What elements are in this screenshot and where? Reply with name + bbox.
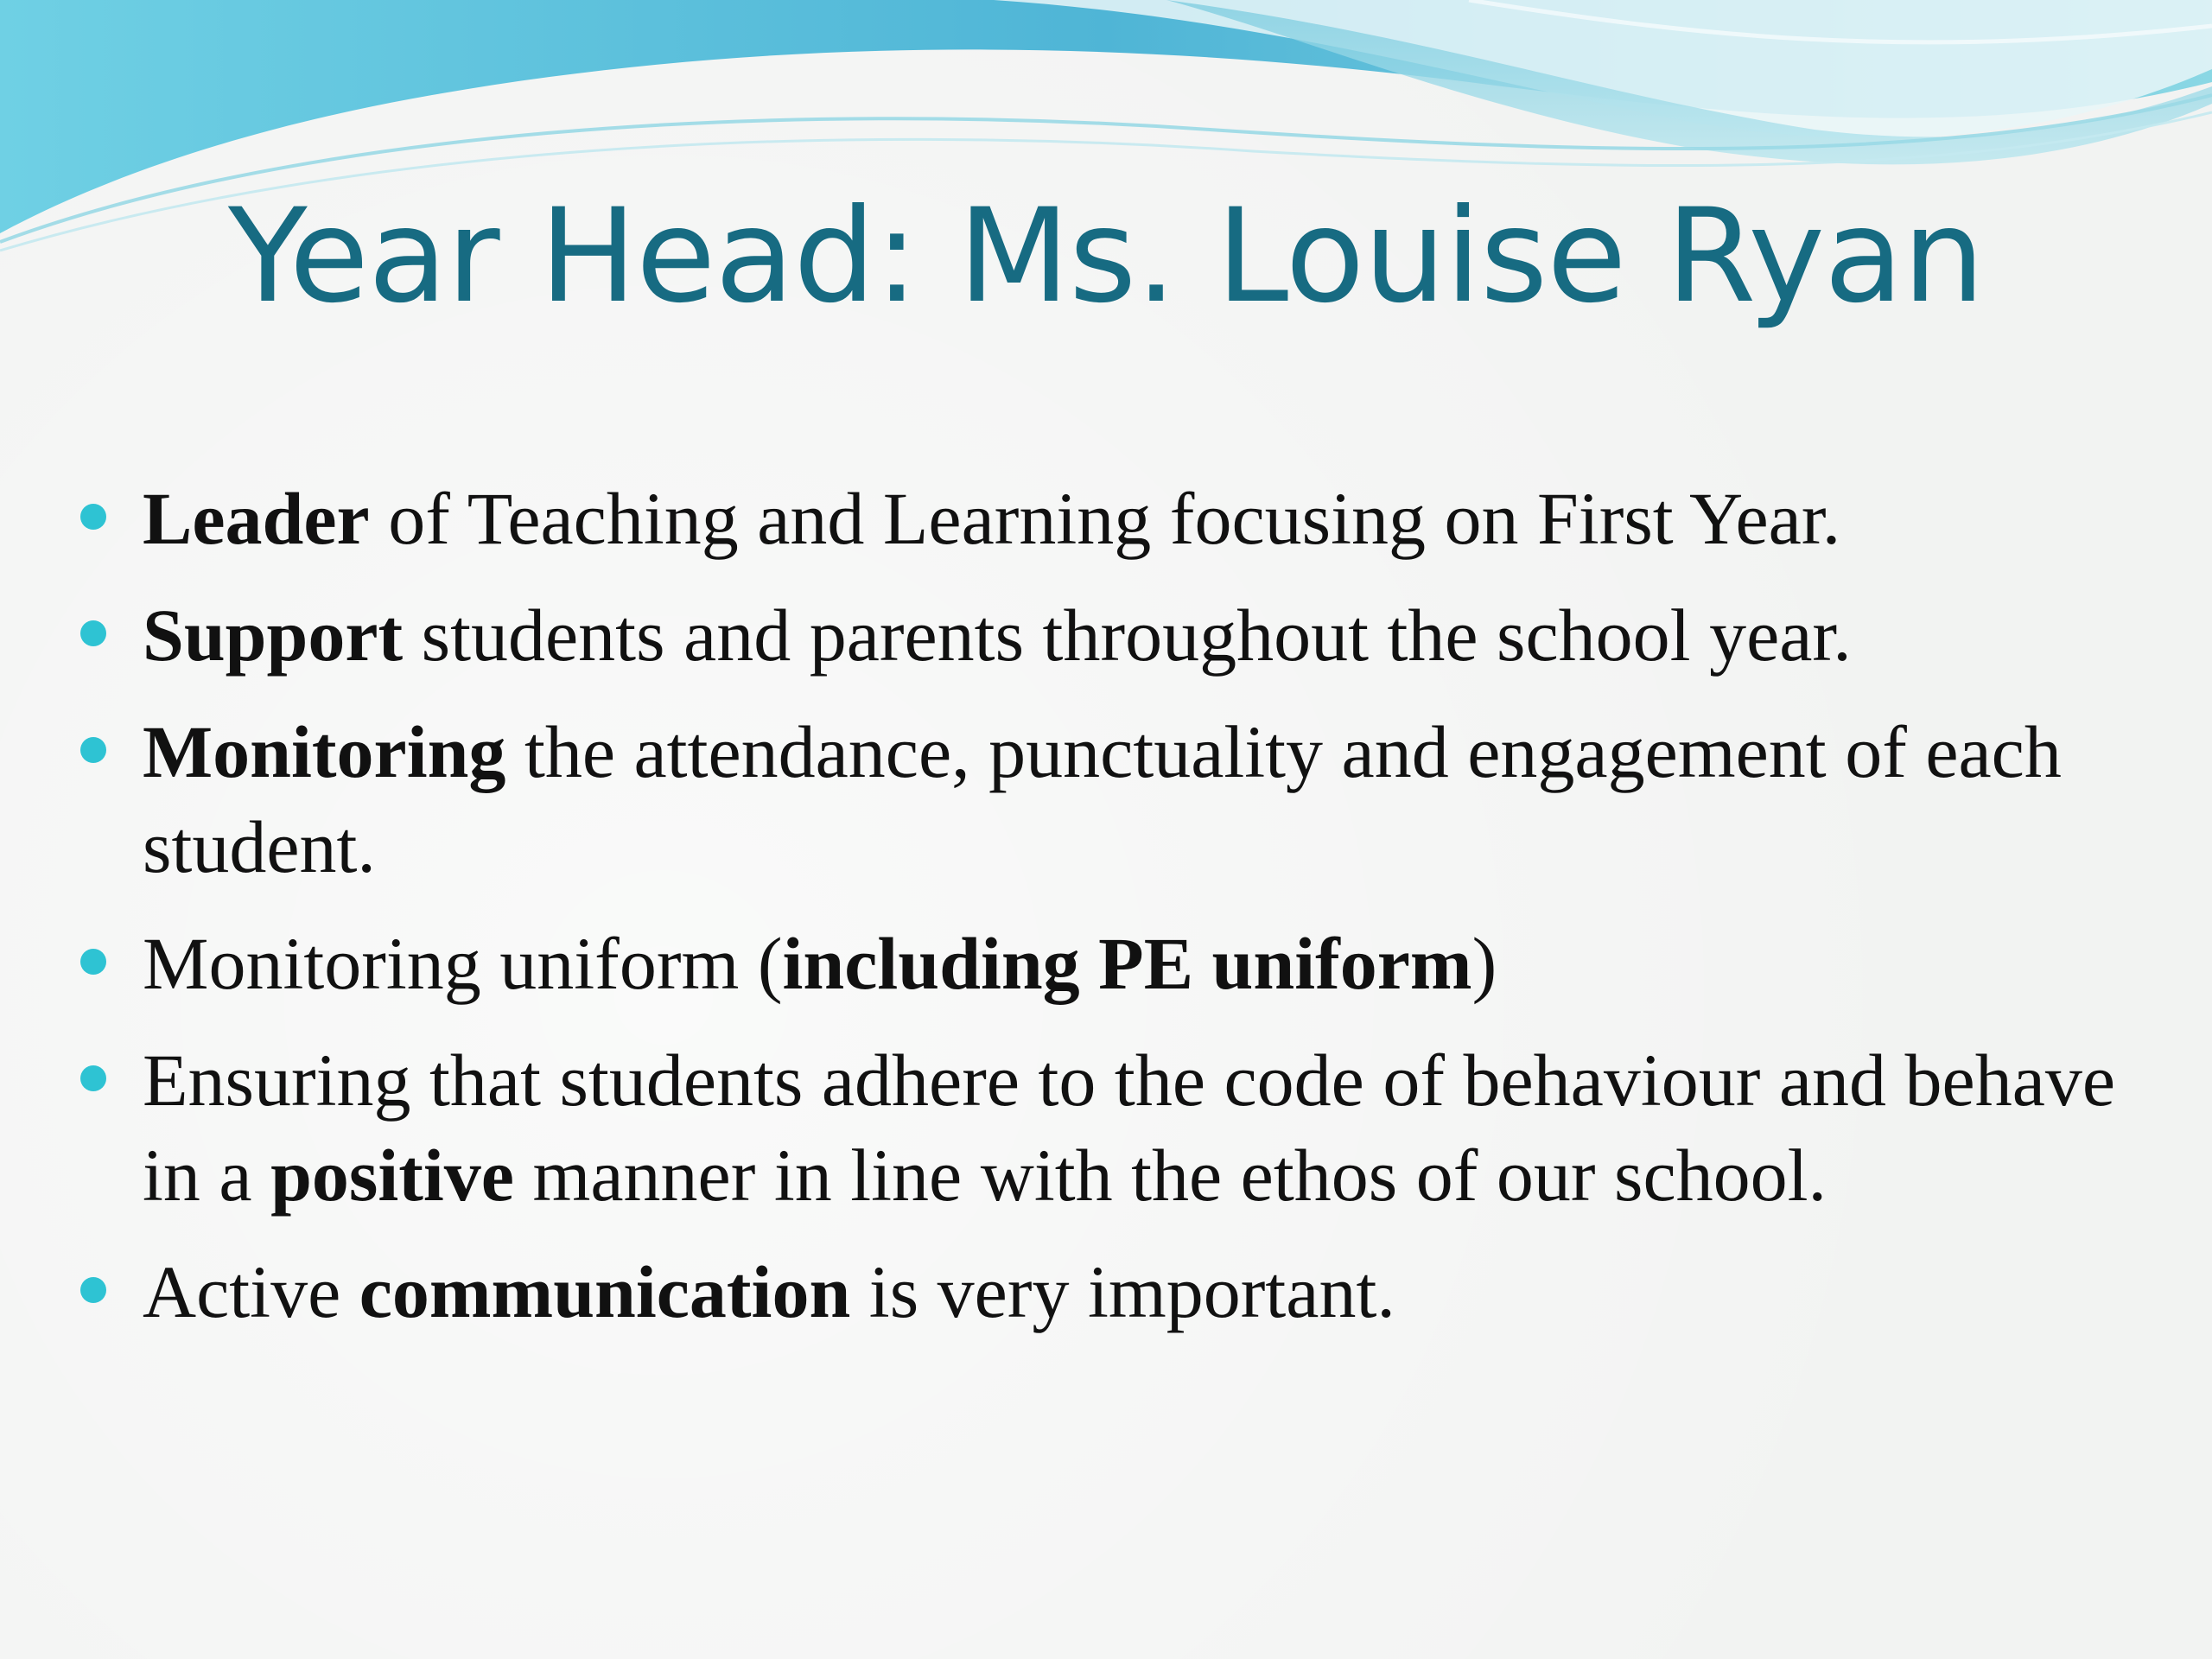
bullet-dot-icon	[80, 1065, 106, 1091]
bullet-dot-icon	[80, 1277, 106, 1303]
bullet-bold-text: positive	[270, 1134, 514, 1217]
bullet-item	[143, 471, 2164, 566]
bullet-dot-icon	[80, 949, 106, 975]
bullet-text: Active	[143, 1250, 359, 1333]
bullet-list	[143, 471, 2164, 1361]
bullet-text: Monitoring uniform (	[143, 922, 783, 1005]
slide-title: Year Head: Ms. Louise Ryan	[228, 181, 1984, 332]
bullet-text: manner in line with the ethos of our school.	[513, 1134, 1827, 1217]
bullet-dot-icon	[80, 504, 106, 530]
bullet-text: students and parents throughout the school year.	[403, 594, 1852, 677]
bullet-text: Ensuring that students adhere to the code of behaviour and behave in a	[143, 1039, 2116, 1217]
bullet-text: the attendance, punctuality and engagement of each student.	[143, 710, 2062, 888]
bullet-bold-text: Support	[143, 594, 404, 677]
bullet-bold-text: communication	[359, 1250, 851, 1333]
bullet-bold-text: including PE uniform	[782, 922, 1472, 1005]
bullet-item	[143, 704, 2164, 894]
bullet-bold-text: Monitoring	[143, 710, 506, 793]
bullet-dot-icon	[80, 737, 106, 763]
bullet-bold-text: Leader	[143, 477, 370, 560]
bullet-text: of Teaching and Learning focusing on First Year.	[369, 477, 1841, 560]
bullet-text: )	[1471, 922, 1497, 1005]
bullet-item	[143, 1244, 2164, 1339]
bullet-item	[143, 916, 2164, 1011]
bullet-item	[143, 1033, 2164, 1223]
bullet-text: is very important.	[850, 1250, 1395, 1333]
bullet-item	[143, 588, 2164, 683]
bullet-dot-icon	[80, 620, 106, 646]
